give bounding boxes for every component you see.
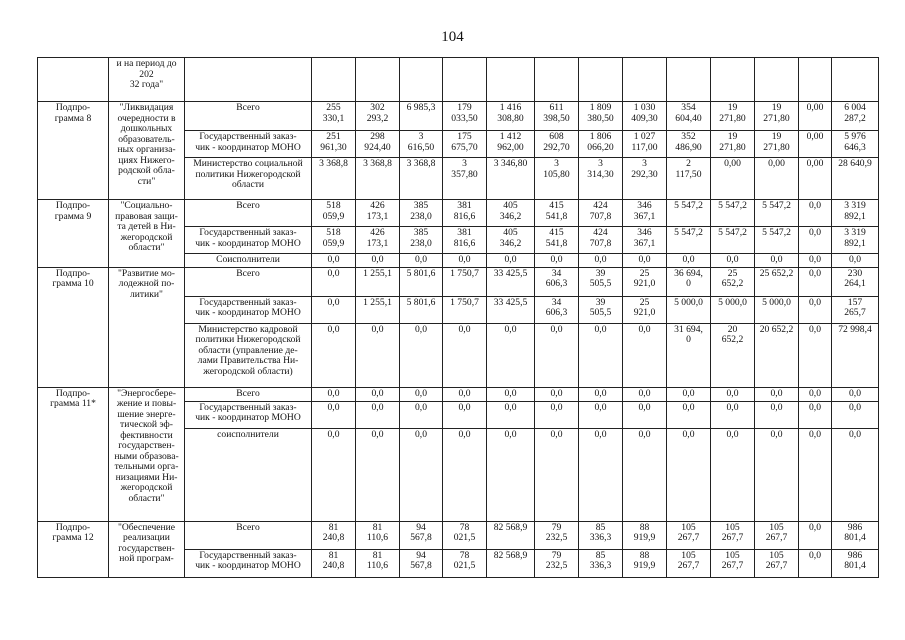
value-cell [579,58,623,102]
value-cell: 3 319 892,1 [832,227,879,254]
value-cell: 5 547,2 [711,200,755,227]
value-cell: 0,0 [579,387,623,401]
executor-cell: Государственный заказ- чик - координатор МОНО [185,227,312,254]
value-cell: 0,0 [400,428,443,521]
value-cell: 346 367,1 [623,200,667,227]
value-cell: 85 336,3 [579,521,623,549]
value-cell: 405 346,2 [487,200,535,227]
executor-cell: Министерство кадровой политики Нижегородской области (управление де- лами Правительства Ни- жегородской области) [185,323,312,387]
table-row [38,387,879,401]
value-cell: 0,0 [312,401,356,428]
value-cell [487,58,535,102]
subprogram-name-cell: "Ликвидация очередности в дошкольных образователь- ных организа- циях Нижего- родской обла- сти" [109,102,185,200]
value-cell: 34 606,3 [535,296,579,323]
table-row [38,102,879,131]
executor-cell: Всего [185,200,312,227]
value-cell: 0,0 [832,254,879,268]
value-cell: 0,0 [755,428,799,521]
value-cell: 5 801,6 [400,296,443,323]
value-cell: 0,0 [832,401,879,428]
executor-cell: Всего [185,102,312,131]
value-cell: 0,0 [312,267,356,296]
value-cell: 0,0 [443,254,487,268]
value-cell: 81 110,6 [356,549,400,577]
value-cell: 251 961,30 [312,131,356,158]
value-cell: 0,0 [711,428,755,521]
value-cell: 0,00 [755,158,799,200]
value-cell: 6 004 287,2 [832,102,879,131]
subprogram-cell: Подпро- грамма 9 [38,200,109,268]
value-cell: 415 541,8 [535,227,579,254]
value-cell: 0,0 [535,254,579,268]
value-cell: 518 059,9 [312,227,356,254]
value-cell: 1 255,1 [356,267,400,296]
value-cell: 255 330,1 [312,102,356,131]
value-cell: 1 806 066,20 [579,131,623,158]
value-cell: 381 816,6 [443,200,487,227]
value-cell: 0,00 [799,158,832,200]
table-row [38,58,879,102]
value-cell: 0,0 [799,521,832,549]
value-cell: 0,0 [667,401,711,428]
value-cell: 0,0 [711,401,755,428]
value-cell: 179 033,50 [443,102,487,131]
page-number: 104 [441,29,464,45]
value-cell: 0,0 [443,323,487,387]
value-cell: 34 606,3 [535,267,579,296]
value-cell [711,58,755,102]
value-cell: 5 000,0 [711,296,755,323]
value-cell: 78 021,5 [443,549,487,577]
executor-cell: Государственный заказ- чик - координатор МОНО [185,131,312,158]
executor-cell [185,58,312,102]
value-cell: 157 265,7 [832,296,879,323]
value-cell: 415 541,8 [535,200,579,227]
value-cell: 19 271,80 [755,102,799,131]
value-cell: 0,0 [487,428,535,521]
subprogram-name-cell: и на период до 202 32 года" [109,58,185,102]
value-cell: 1 416 308,80 [487,102,535,131]
value-cell: 0,0 [535,323,579,387]
value-cell: 0,0 [443,428,487,521]
value-cell: 385 238,0 [400,200,443,227]
value-cell: 105 267,7 [755,521,799,549]
value-cell: 175 675,70 [443,131,487,158]
value-cell: 0,0 [487,387,535,401]
value-cell: 0,0 [799,323,832,387]
value-cell: 354 604,40 [667,102,711,131]
value-cell: 0,00 [799,131,832,158]
value-cell [832,58,879,102]
value-cell: 0,0 [443,387,487,401]
value-cell: 72 998,4 [832,323,879,387]
value-cell: 105 267,7 [667,549,711,577]
value-cell: 0,0 [487,401,535,428]
subprogram-name-cell: "Развитие мо- лодежной по- литики" [109,267,185,387]
value-cell: 0,0 [356,254,400,268]
value-cell [755,58,799,102]
value-cell: 5 547,2 [667,200,711,227]
executor-cell: Государственный заказ- чик - координатор МОНО [185,401,312,428]
value-cell: 0,0 [623,254,667,268]
value-cell: 5 547,2 [755,200,799,227]
value-cell: 0,0 [799,387,832,401]
table-row [38,200,879,227]
value-cell: 5 547,2 [755,227,799,254]
value-cell: 0,0 [755,254,799,268]
value-cell [400,58,443,102]
value-cell: 2 117,50 [667,158,711,200]
value-cell: 0,0 [535,401,579,428]
subprogram-cell: Подпро- грамма 8 [38,102,109,200]
executor-cell: Всего [185,387,312,401]
value-cell: 0,00 [711,158,755,200]
value-cell: 33 425,5 [487,267,535,296]
value-cell: 20 652,2 [755,323,799,387]
value-cell: 346 367,1 [623,227,667,254]
value-cell: 405 346,2 [487,227,535,254]
value-cell [799,58,832,102]
value-cell: 1 750,7 [443,296,487,323]
value-cell: 28 640,9 [832,158,879,200]
value-cell: 0,0 [667,254,711,268]
value-cell: 85 336,3 [579,549,623,577]
value-cell: 25 652,2 [711,267,755,296]
table-row [38,521,879,549]
value-cell: 5 976 646,3 [832,131,879,158]
value-cell: 0,0 [667,428,711,521]
value-cell: 0,0 [312,387,356,401]
value-cell: 78 021,5 [443,521,487,549]
subprogram-cell [38,58,109,102]
value-cell: 1 030 409,30 [623,102,667,131]
value-cell: 230 264,1 [832,267,879,296]
value-cell: 0,0 [667,387,711,401]
value-cell: 986 801,4 [832,549,879,577]
value-cell [356,58,400,102]
value-cell: 0,0 [755,387,799,401]
value-cell: 3 105,80 [535,158,579,200]
value-cell: 0,0 [356,387,400,401]
value-cell: 6 985,3 [400,102,443,131]
value-cell: 0,0 [711,387,755,401]
value-cell: 0,0 [487,323,535,387]
value-cell: 105 267,7 [711,521,755,549]
value-cell: 0,0 [312,428,356,521]
value-cell: 0,0 [799,401,832,428]
value-cell: 33 425,5 [487,296,535,323]
value-cell [667,58,711,102]
value-cell: 0,0 [400,254,443,268]
value-cell: 0,0 [799,267,832,296]
value-cell: 608 292,70 [535,131,579,158]
value-cell: 88 919,9 [623,549,667,577]
value-cell: 0,0 [400,401,443,428]
value-cell: 39 505,5 [579,267,623,296]
value-cell: 5 000,0 [667,296,711,323]
value-cell: 3 368,8 [400,158,443,200]
value-cell: 424 707,8 [579,200,623,227]
value-cell: 0,0 [400,387,443,401]
value-cell: 82 568,9 [487,521,535,549]
value-cell [443,58,487,102]
value-cell: 0,0 [799,200,832,227]
subprogram-name-cell: "Обеспечение реализации государствен- ной програм- [109,521,185,577]
value-cell: 39 505,5 [579,296,623,323]
value-cell: 94 567,8 [400,521,443,549]
value-cell: 518 059,9 [312,200,356,227]
value-cell: 5 000,0 [755,296,799,323]
value-cell: 1 255,1 [356,296,400,323]
value-cell: 0,0 [799,428,832,521]
value-cell: 0,0 [356,323,400,387]
value-cell: 79 232,5 [535,549,579,577]
value-cell: 25 921,0 [623,296,667,323]
value-cell: 0,0 [832,428,879,521]
value-cell: 0,0 [799,549,832,577]
value-cell: 25 652,2 [755,267,799,296]
value-cell: 31 694, 0 [667,323,711,387]
budget-table [37,57,879,578]
value-cell: 105 267,7 [711,549,755,577]
value-cell: 0,0 [623,323,667,387]
value-cell: 3 319 892,1 [832,200,879,227]
value-cell [535,58,579,102]
value-cell: 0,0 [312,323,356,387]
value-cell: 20 652,2 [711,323,755,387]
subprogram-cell: Подпро- грамма 12 [38,521,109,577]
value-cell: 0,00 [799,102,832,131]
value-cell: 0,0 [400,323,443,387]
value-cell: 0,0 [312,296,356,323]
value-cell: 19 271,80 [711,131,755,158]
value-cell: 0,0 [623,387,667,401]
value-cell: 0,0 [535,387,579,401]
value-cell: 5 801,6 [400,267,443,296]
value-cell: 81 110,6 [356,521,400,549]
value-cell: 424 707,8 [579,227,623,254]
table-row [38,267,879,296]
value-cell: 3 368,8 [312,158,356,200]
value-cell [623,58,667,102]
value-cell: 19 271,80 [711,102,755,131]
value-cell: 0,0 [535,428,579,521]
executor-cell: Соисполнители [185,254,312,268]
value-cell: 0,0 [356,428,400,521]
value-cell: 5 547,2 [711,227,755,254]
value-cell: 3 368,8 [356,158,400,200]
subprogram-cell: Подпро- грамма 10 [38,267,109,387]
subprogram-cell: Подпро- грамма 11* [38,387,109,521]
value-cell: 1 750,7 [443,267,487,296]
value-cell: 3 357,80 [443,158,487,200]
value-cell: 426 173,1 [356,200,400,227]
value-cell: 1 027 117,00 [623,131,667,158]
value-cell: 0,0 [443,401,487,428]
value-cell: 3 314,30 [579,158,623,200]
value-cell: 302 293,2 [356,102,400,131]
value-cell: 82 568,9 [487,549,535,577]
value-cell: 105 267,7 [755,549,799,577]
value-cell: 381 816,6 [443,227,487,254]
value-cell: 0,0 [832,387,879,401]
executor-cell: Государственный заказ- чик - координатор МОНО [185,296,312,323]
value-cell: 426 173,1 [356,227,400,254]
value-cell: 0,0 [312,254,356,268]
value-cell: 81 240,8 [312,549,356,577]
value-cell: 36 694, 0 [667,267,711,296]
value-cell [312,58,356,102]
executor-cell: соисполнители [185,428,312,521]
value-cell: 0,0 [356,401,400,428]
value-cell: 0,0 [579,323,623,387]
value-cell: 0,0 [579,428,623,521]
value-cell: 0,0 [799,296,832,323]
value-cell: 3 346,80 [487,158,535,200]
value-cell: 1 412 962,00 [487,131,535,158]
value-cell: 3 292,30 [623,158,667,200]
executor-cell: Государственный заказ- чик - координатор МОНО [185,549,312,577]
value-cell: 0,0 [623,428,667,521]
value-cell: 611 398,50 [535,102,579,131]
value-cell: 94 567,8 [400,549,443,577]
value-cell: 0,0 [711,254,755,268]
value-cell: 1 809 380,50 [579,102,623,131]
value-cell: 79 232,5 [535,521,579,549]
value-cell: 105 267,7 [667,521,711,549]
value-cell: 81 240,8 [312,521,356,549]
value-cell: 352 486,90 [667,131,711,158]
value-cell: 0,0 [579,401,623,428]
value-cell: 0,0 [799,227,832,254]
value-cell: 0,0 [799,254,832,268]
value-cell: 19 271,80 [755,131,799,158]
value-cell: 986 801,4 [832,521,879,549]
executor-cell: Всего [185,521,312,549]
subprogram-name-cell: "Энергосбере- жение и повы- шение энерге- тической эф- фективности государствен- ными образова- тельными орга- низациями Ни- жегородской области" [109,387,185,521]
value-cell: 0,0 [579,254,623,268]
value-cell: 385 238,0 [400,227,443,254]
value-cell: 0,0 [487,254,535,268]
subprogram-name-cell: "Социально- правовая защи- та детей в Ни- жегородской области" [109,200,185,268]
value-cell: 298 924,40 [356,131,400,158]
executor-cell: Всего [185,267,312,296]
value-cell: 5 547,2 [667,227,711,254]
executor-cell: Министерство социальной политики Нижегородской области [185,158,312,200]
value-cell: 25 921,0 [623,267,667,296]
value-cell: 0,0 [623,401,667,428]
value-cell: 0,0 [755,401,799,428]
value-cell: 3 616,50 [400,131,443,158]
value-cell: 88 919,9 [623,521,667,549]
